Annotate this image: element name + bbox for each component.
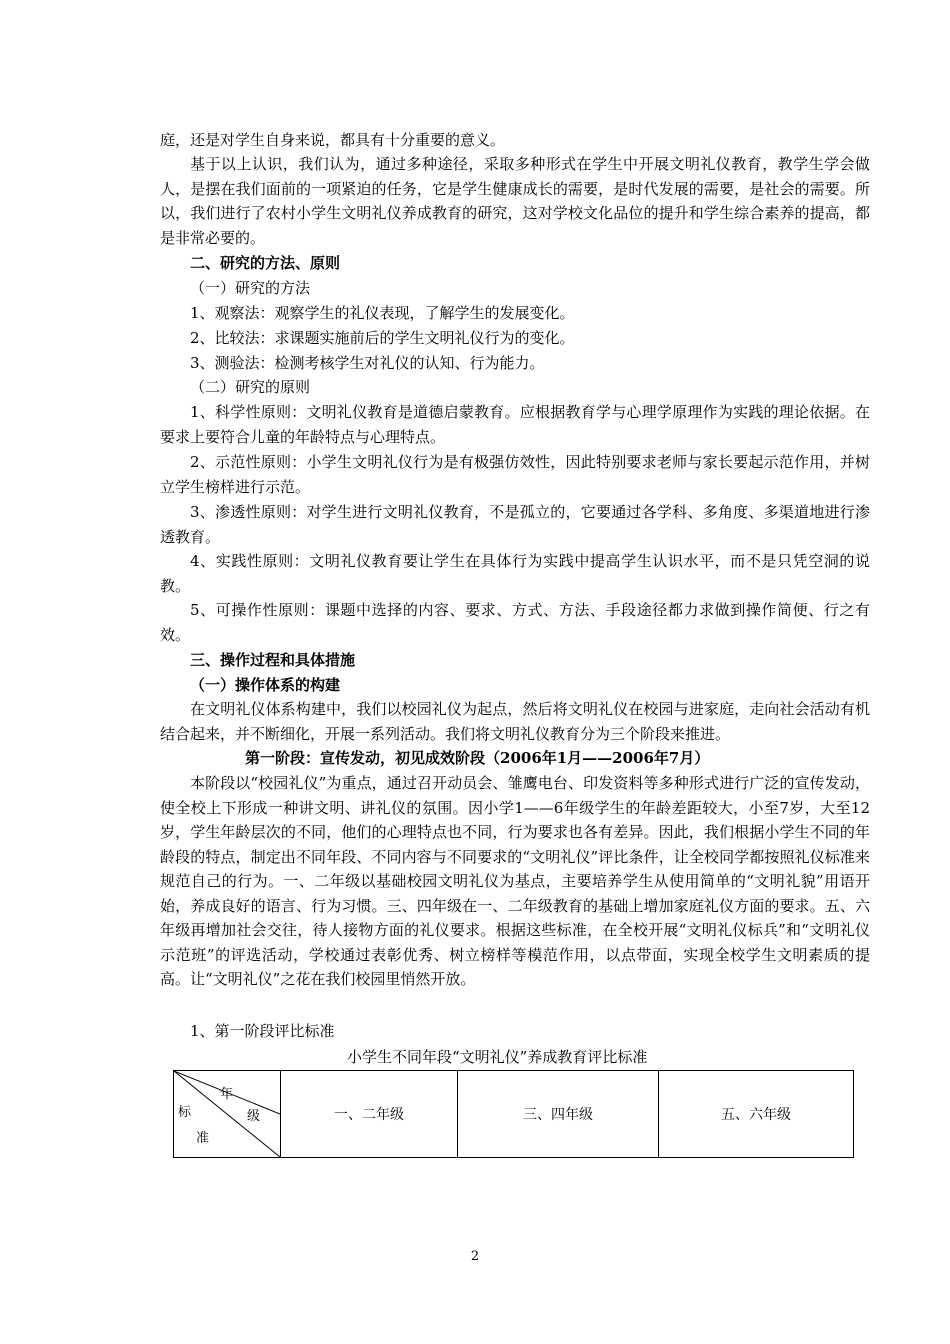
table-header-grade-3-4: 三、四年级 <box>458 1071 659 1158</box>
table-caption: 小学生不同年段“文明礼仪”养成教育评比标准 <box>347 1048 648 1066</box>
stage1-title: 第一阶段：宣传发动，初见成效阶段（2006年1月——2006年7月） <box>245 749 710 767</box>
principle-4: 4、实践性原则：文明礼仪教育要让学生在具体行为实践中提高学生认识水平，而不是只凭空洞的说教。 <box>160 552 870 595</box>
method-item-2: 2、比较法：求课题实施前后的学生文明礼仪行为的变化。 <box>190 329 575 347</box>
paragraph-continuation: 庭，还是对学生自身来说，都具有十分重要的意义。 <box>160 131 506 149</box>
section-heading-2: 二、研究的方法、原则 <box>190 254 341 272</box>
subheading-principles: （二）研究的原则 <box>190 378 311 396</box>
page-number: 2 <box>470 1249 480 1264</box>
principle-3: 3、渗透性原则：对学生进行文明礼仪教育，不是孤立的，它要通过各学科、多角度、多渠道地进行渗透教育。 <box>160 503 870 546</box>
table-header-grade-5-6: 五、六年级 <box>659 1071 854 1158</box>
paragraph-system: 在文明礼仪体系构建中，我们以校园礼仪为起点，然后将文明礼仪在校园与进家庭，走向社会活动有机结合起来，并不断细化，开展一系列活动。我们将文明礼仪教育分为三个阶段来推进。 <box>160 700 870 743</box>
principle-5: 5、可操作性原则：课题中选择的内容、要求、方式、方法、手段途径都力求做到操作简便、行之有效。 <box>160 601 870 644</box>
subheading-methods: （一）研究的方法 <box>190 279 311 297</box>
corner-label-right: 级 <box>247 1109 261 1124</box>
table-header-grade-1-2: 一、二年级 <box>281 1071 458 1158</box>
principle-2: 2、示范性原则：小学生文明礼仪行为是有极强仿效性，因此特别要求老师与家长要起示范作用，并树立学生榜样进行示范。 <box>160 453 870 496</box>
item-stage1-criteria: 1、第一阶段评比标准 <box>190 1022 335 1040</box>
criteria-table <box>173 1070 854 1158</box>
principle-1: 1、科学性原则：文明礼仪教育是道德启蒙教育。应根据教育学与心理学原理作为实践的理论依据。在要求上要符合儿童的年龄特点与心理特点。 <box>160 403 870 446</box>
paragraph-basis: 基于以上认识，我们认为，通过多种途径，采取多种形式在学生中开展文明礼仪教育，教学生学会做人，是摆在我们面前的一项紧迫的任务，它是学生健康成长的需要，是时代发展的需要，是社会的需要。所以，我们进行了农村小学生文明礼仪养成教育的研究，这对学校文化品位的提升和学生综合素养的提高，都是非常必要的。 <box>160 155 870 247</box>
table-header-row <box>174 1071 854 1158</box>
section-heading-3: 三、操作过程和具体措施 <box>190 651 356 669</box>
method-item-3: 3、测验法：检测考核学生对礼仪的认知、行为能力。 <box>190 354 545 372</box>
corner-label-bottom: 准 <box>196 1131 210 1146</box>
method-item-1: 1、观察法：观察学生的礼仪表现，了解学生的发展变化。 <box>190 304 575 322</box>
corner-label-top: 年 <box>220 1087 234 1102</box>
corner-label-left: 标 <box>178 1105 192 1120</box>
table-corner-cell <box>174 1071 281 1158</box>
paragraph-stage1: 本阶段以“校园礼仪”为重点，通过召开动员会、雏鹰电台、印发资料等多种形式进行广泛的宣传发动，使全校上下形成一种讲文明、讲礼仪的氛围。因小学1——6年级学生的年龄差距较大，小至7岁，大至12岁，学生年龄层次的不同，他们的心理特点也不同，行为要求也各有差异。因此，我们根据小学生不同的年龄段的特点，制定出不同年段、不同内容与不同要求的“文明礼仪”评比条件，让全校同学都按照礼仪标准来规范自己的行为。一、二年级以基础校园文明礼仪为基点，主要培养学生从使用简单的“文明礼貌”用语开始，养成良好的语言、行为习惯。三、四年级在一、二年级教育的基础上增加家庭礼仪方面的要求。五、六年级再增加社会交往，待人接物方面的礼仪要求。根据这些标准，在全校开展“文明礼仪标兵”和“文明礼仪示范班”的评选活动，学校通过表彰优秀、树立榜样等模范作用，以点带面，实现全校学生文明素质的提高。让“文明礼仪”之花在我们校园里悄然开放。 <box>160 774 870 988</box>
subheading-system: （一）操作体系的构建 <box>190 676 341 694</box>
